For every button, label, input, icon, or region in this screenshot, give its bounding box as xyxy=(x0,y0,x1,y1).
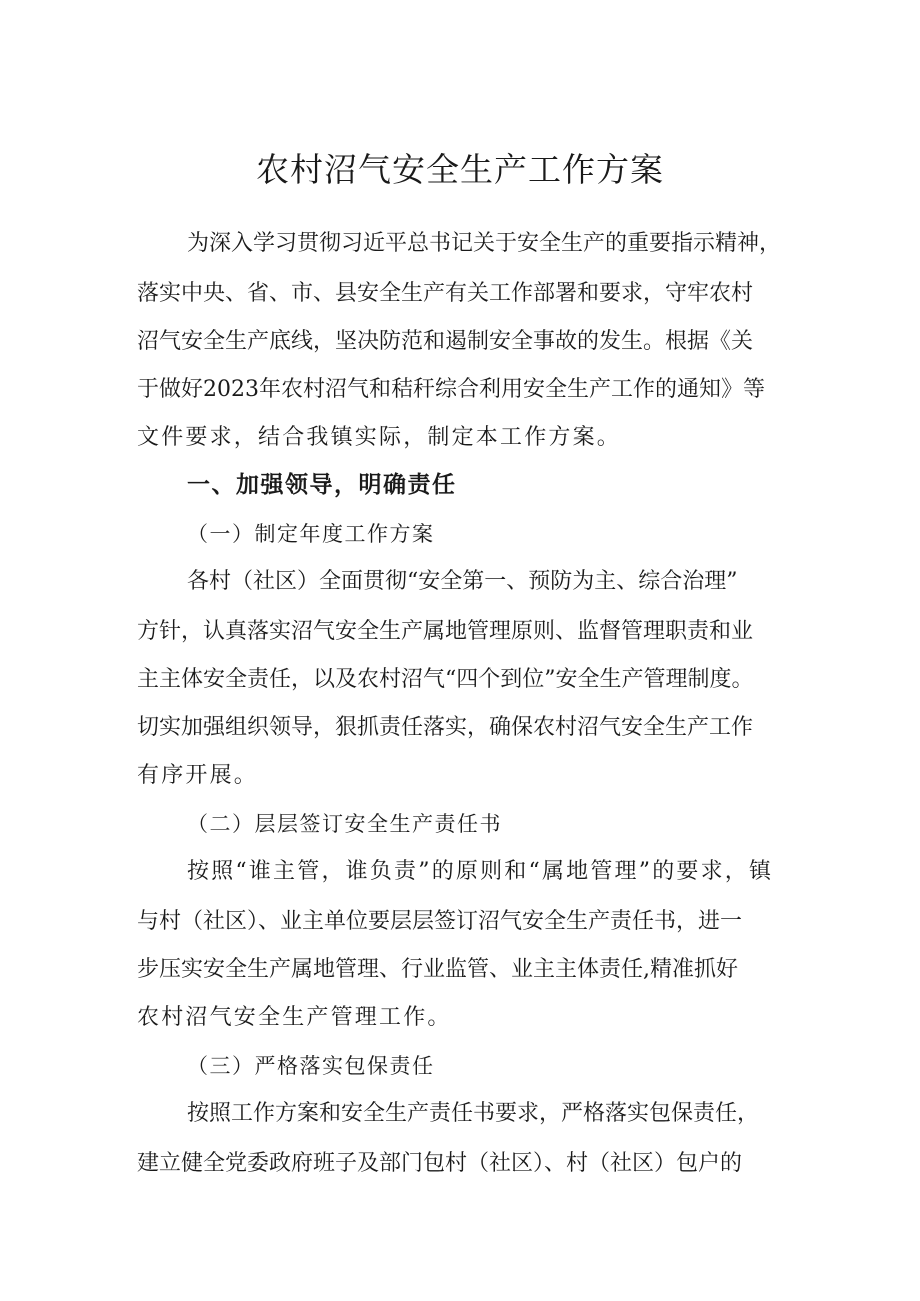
sub2-line-3: 步压实安全生产属地管理、行业监管、业主主体责任,精准抓好 xyxy=(137,957,738,982)
intro-line-1: 为深入学习贯彻习近平总书记关于安全生产的重要指示精神， xyxy=(187,231,782,256)
sub1-line-5: 有序开展。 xyxy=(137,763,259,788)
document-title: 农村沼气安全生产工作方案 xyxy=(256,150,664,189)
intro-line-5: 文件要求，结合我镇实际，制定本工作方案。 xyxy=(137,425,622,450)
sub2-line-4: 农村沼气安全生产管理工作。 xyxy=(137,1005,452,1030)
subsection-heading-1: （一）制定年度工作方案 xyxy=(187,522,435,546)
intro-line-2: 落实中央、省、市、县安全生产有关工作部署和要求，守牢农村 xyxy=(137,281,754,306)
subsection-heading-2: （二）层层签订安全生产责任书 xyxy=(187,812,502,836)
intro-line-3: 沼气安全生产底线，坚决防范和遏制安全事故的发生。根据《关 xyxy=(137,329,754,354)
sub2-line-2: 与村（社区）、业主单位要层层签订沼气安全生产责任书，进一 xyxy=(137,909,743,934)
sub1-line-2: 方针，认真落实沼气安全生产属地管理原则、监督管理职责和业 xyxy=(137,619,754,644)
sub3-line-2: 建立健全党委政府班子及部门包村（社区）、村（社区）包户的 xyxy=(137,1151,743,1176)
sub1-line-1: 各村（社区）全面贯彻“安全第一、预防为主、综合治理” xyxy=(187,569,738,594)
sub1-line-3: 主主体安全责任，以及农村沼气“四个到位”安全生产管理制度。 xyxy=(137,667,754,692)
intro-line-4: 于做好2023年农村沼气和秸秆综合利用安全生产工作的通知》等 xyxy=(137,377,765,402)
subsection-heading-3: （三）严格落实包保责任 xyxy=(187,1054,435,1078)
sub2-line-1: 按照“谁主管，谁负责”的原则和“属地管理”的要求，镇 xyxy=(187,859,774,884)
sub3-line-1: 按照工作方案和安全生产责任书要求，严格落实包保责任， xyxy=(187,1101,760,1126)
sub1-line-4: 切实加强组织领导，狠抓责任落实，确保农村沼气安全生产工作 xyxy=(137,715,754,740)
section-heading-1: 一、加强领导，明确责任 xyxy=(187,472,457,498)
